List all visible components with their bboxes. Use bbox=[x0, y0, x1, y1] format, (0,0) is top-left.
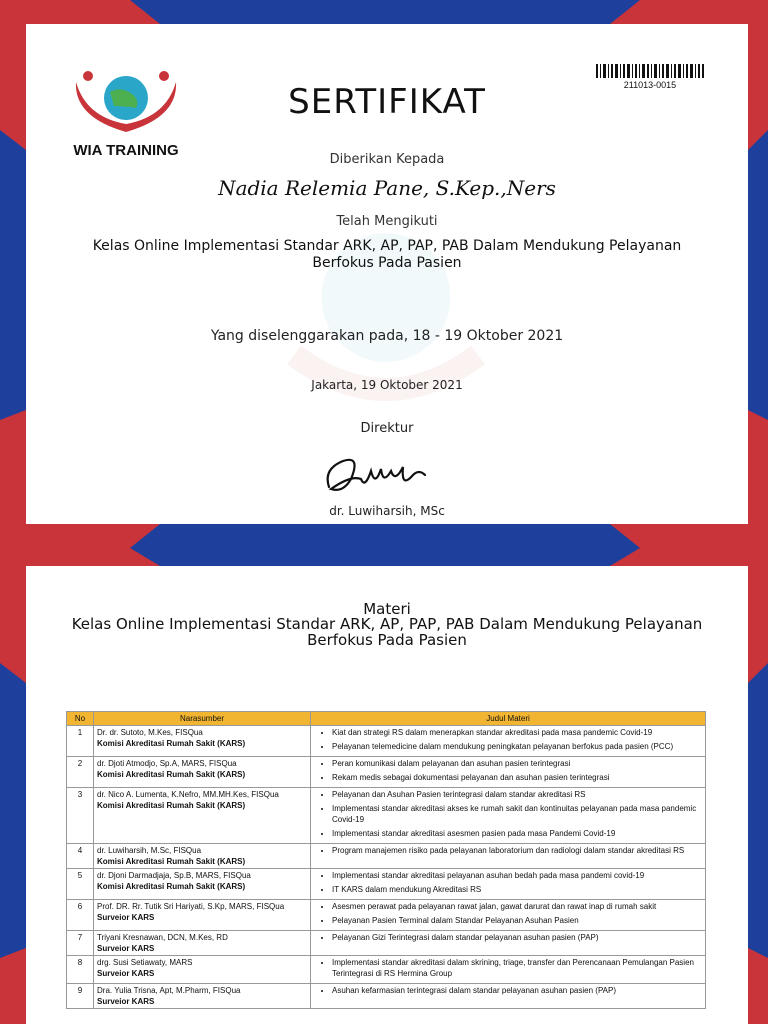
speaker-name: dr. Djoti Atmodjo, Sp.A, MARS, FISQua bbox=[97, 759, 237, 768]
topic-item: • Pelayanan telemedicine dalam mendukung peningkatan pelayanan berfokus pada pasien (PCC) bbox=[332, 741, 702, 752]
row-number: 2 bbox=[67, 757, 94, 788]
topic-item: • Implementasi standar akreditasi akses ke rumah sakit dan kontinuitas pelayanan pada masa pandemic Covid-19 bbox=[332, 803, 702, 825]
materi-heading: Materi bbox=[363, 600, 411, 618]
table-row bbox=[67, 844, 706, 869]
table-row bbox=[67, 900, 706, 931]
speaker-cell bbox=[94, 931, 311, 956]
topic-cell bbox=[311, 931, 706, 956]
column-header-speaker: Narasumber bbox=[94, 712, 311, 726]
speaker-name: dr. Djoni Darmadjaja, Sp.B, MARS, FISQua bbox=[97, 871, 251, 880]
topic-item: • Peran komunikasi dalam pelayanan dan asuhan pasien terintegrasi bbox=[332, 758, 702, 769]
signature-icon bbox=[321, 449, 431, 499]
topic-item: • Kiat dan strategi RS dalam menerapkan standar akreditasi pada masa pandemic Covid-19 bbox=[332, 727, 702, 738]
topic-cell bbox=[311, 900, 706, 931]
topic-cell bbox=[311, 726, 706, 757]
speaker-org: Komisi Akreditasi Rumah Sakit (KARS) bbox=[97, 882, 246, 891]
topic-item: • Pelayanan dan Asuhan Pasien terintegrasi dalam standar akreditasi RS bbox=[332, 789, 702, 800]
topic-item: • Pelayanan Pasien Terminal dalam Standar Pelayanan Asuhan Pasien bbox=[332, 915, 702, 926]
speaker-org: Surveior KARS bbox=[97, 944, 155, 953]
row-number: 8 bbox=[67, 956, 94, 984]
table-header-row bbox=[67, 712, 706, 726]
speaker-name: drg. Susi Setiawaty, MARS bbox=[97, 958, 193, 967]
topic-cell bbox=[311, 757, 706, 788]
topic-cell bbox=[311, 788, 706, 844]
column-header-topic: Judul Materi bbox=[311, 712, 706, 726]
materi-table bbox=[66, 711, 706, 1009]
row-number: 1 bbox=[67, 726, 94, 757]
table-row bbox=[67, 726, 706, 757]
barcode-icon bbox=[596, 64, 704, 78]
speaker-name: Triyani Kresnawan, DCN, M.Kes, RD bbox=[97, 933, 228, 942]
row-number: 9 bbox=[67, 984, 94, 1009]
signer-name: dr. Luwiharsih, MSc bbox=[329, 504, 445, 518]
topic-cell bbox=[311, 984, 706, 1009]
table-row bbox=[67, 984, 706, 1009]
table-row bbox=[67, 931, 706, 956]
signer-role: Direktur bbox=[360, 421, 414, 436]
table-row bbox=[67, 869, 706, 900]
speaker-org: Surveior KARS bbox=[97, 997, 155, 1006]
topic-cell bbox=[311, 956, 706, 984]
given-to-label: Diberikan Kepada bbox=[329, 152, 445, 167]
speaker-cell bbox=[94, 956, 311, 984]
table-row bbox=[67, 956, 706, 984]
topic-item: • Asesmen perawat pada pelayanan rawat jalan, gawat darurat dan rawat inap di rumah sakit bbox=[332, 901, 702, 912]
speaker-name: Dra. Yulia Trisna, Apt, M.Pharm, FISQua bbox=[97, 986, 241, 995]
speaker-cell bbox=[94, 984, 311, 1009]
row-number: 5 bbox=[67, 869, 94, 900]
table-row bbox=[67, 757, 706, 788]
topic-item: • Implementasi standar akreditasi pelayanan asuhan bedah pada masa pandemi covid-19 bbox=[332, 870, 702, 881]
topic-item: • Pelayanan Gizi Terintegrasi dalam standar pelayanan asuhan pasien (PAP) bbox=[332, 932, 702, 943]
certificate-card bbox=[26, 24, 748, 524]
speaker-org: Komisi Akreditasi Rumah Sakit (KARS) bbox=[97, 739, 246, 748]
table-row bbox=[67, 788, 706, 844]
speaker-cell bbox=[94, 869, 311, 900]
topic-item: • Implementasi standar akreditasi dalam skrining, triage, transfer dan Perencanaan Pemulangan Pasien Terintegrasi di RS Hermina Group bbox=[332, 957, 702, 979]
event-dates: Yang diselenggarakan pada, 18 - 19 Oktober 2021 bbox=[210, 328, 564, 344]
logo-text: WIA TRAINING bbox=[73, 142, 179, 159]
materi-page bbox=[0, 548, 768, 1024]
speaker-cell bbox=[94, 900, 311, 931]
barcode-number: 211013-0015 bbox=[623, 80, 677, 90]
speaker-name: dr. Nico A. Lumenta, K.Nefro, MM.MH.Kes, FISQua bbox=[97, 790, 279, 799]
speaker-cell bbox=[94, 726, 311, 757]
topic-item: • Asuhan kefarmasian terintegrasi dalam standar pelayanan asuhan pasien (PAP) bbox=[332, 985, 702, 996]
place-and-date: Jakarta, 19 Oktober 2021 bbox=[311, 378, 463, 392]
speaker-org: Komisi Akreditasi Rumah Sakit (KARS) bbox=[97, 857, 246, 866]
speaker-org: Surveior KARS bbox=[97, 913, 155, 922]
column-header-no: No bbox=[67, 712, 94, 726]
row-number: 6 bbox=[67, 900, 94, 931]
materi-course-title: Kelas Online Implementasi Standar ARK, AP, PAP, PAB Dalam Mendukung Pelayanan Berfokus Pada Pasien bbox=[71, 615, 703, 649]
speaker-cell bbox=[94, 844, 311, 869]
row-number: 7 bbox=[67, 931, 94, 956]
topic-cell bbox=[311, 869, 706, 900]
recipient-name: Nadia Relemia Pane, S.Kep.,Ners bbox=[218, 176, 556, 200]
speaker-name: Dr. dr. Sutoto, M.Kes, FISQua bbox=[97, 728, 203, 737]
topic-item: • Rekam medis sebagai dokumentasi pelayanan dan asuhan pasien terintegrasi bbox=[332, 772, 702, 783]
speaker-org: Surveior KARS bbox=[97, 969, 155, 978]
speaker-cell bbox=[94, 757, 311, 788]
topic-item: • Program manajemen risiko pada pelayanan laboratorium dan radiologi dalam standar akreditasi RS bbox=[332, 845, 702, 856]
topic-cell bbox=[311, 844, 706, 869]
row-number: 3 bbox=[67, 788, 94, 844]
speaker-name: dr. Luwiharsih, M.Sc, FISQua bbox=[97, 846, 202, 855]
certificate-title: SERTIFIKAT bbox=[288, 82, 486, 122]
speaker-org: Komisi Akreditasi Rumah Sakit (KARS) bbox=[97, 801, 246, 810]
course-title: Kelas Online Implementasi Standar ARK, AP, PAP, PAB Dalam Mendukung Pelayanan Berfokus Pada Pasien bbox=[92, 238, 682, 271]
row-number: 4 bbox=[67, 844, 94, 869]
speaker-name: Prof. DR. Rr. Tutik Sri Hariyati, S.Kp, MARS, FISQua bbox=[97, 902, 285, 911]
topic-item: • Implementasi standar akreditasi asesmen pasien pada masa Pandemi Covid-19 bbox=[332, 828, 702, 839]
speaker-org: Komisi Akreditasi Rumah Sakit (KARS) bbox=[97, 770, 246, 779]
attended-label: Telah Mengikuti bbox=[336, 214, 438, 229]
materi-card bbox=[26, 566, 748, 1024]
speaker-cell bbox=[94, 788, 311, 844]
topic-item: • IT KARS dalam mendukung Akreditasi RS bbox=[332, 884, 702, 895]
